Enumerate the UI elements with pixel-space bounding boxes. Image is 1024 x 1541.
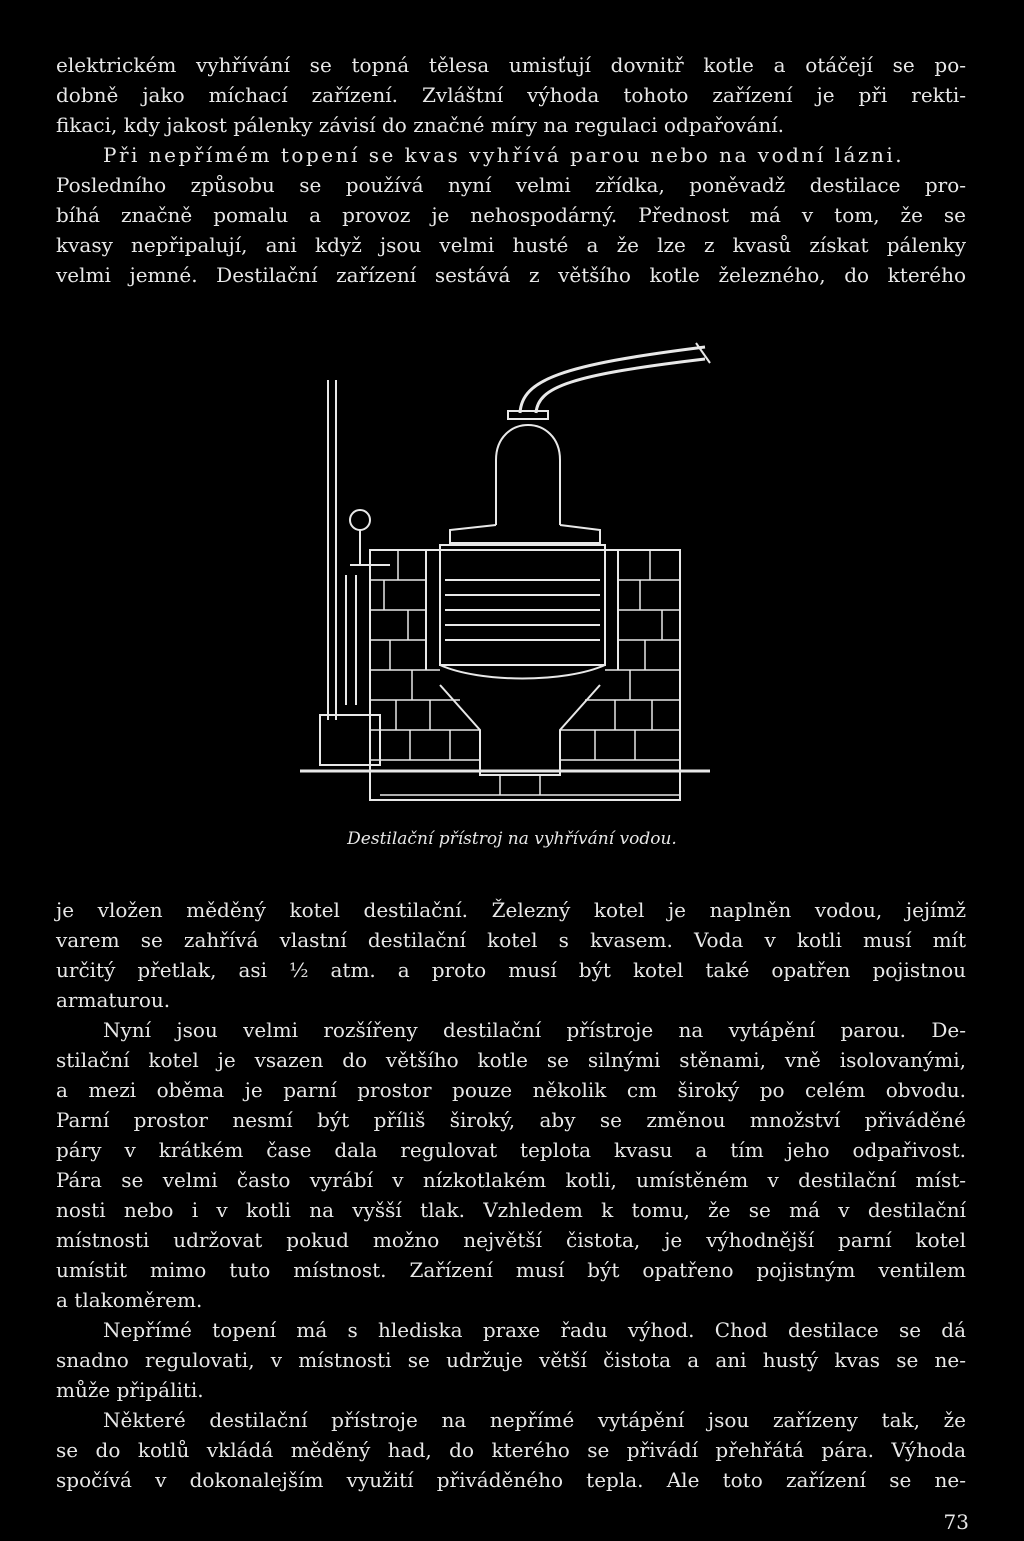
text-line: Posledního způsobu se používá nyní velmi zřídka, poněvadž destilace pro-: [56, 173, 966, 197]
text-line: Nyní jsou velmi rozšířeny destilační přístroje na vytápění parou. De-: [103, 1018, 966, 1042]
text-line: a mezi oběma je parní prostor pouze několik cm široký po celém obvodu.: [56, 1078, 966, 1102]
text-line: se do kotlů vkládá měděný had, do kterého se přivádí přehřátá pára. Výhoda: [56, 1438, 966, 1462]
text-line: stilační kotel je vsazen do většího kotle se silnými stěnami, vně isolovanými,: [56, 1048, 966, 1072]
text-line: Pára se velmi často vyrábí v nízkotlakém kotli, umístěném v destilační míst-: [56, 1168, 966, 1192]
text-line: bíhá značně pomalu a provoz je nehospodárný. Přednost má v tom, že se: [56, 203, 966, 227]
text-line: varem se zahřívá vlastní destilační kotel s kvasem. Voda v kotli musí mít: [56, 928, 966, 952]
text-line: Parní prostor nesmí být příliš široký, aby se změnou množství přiváděné: [56, 1108, 966, 1132]
text-line: dobně jako míchací zařízení. Zvláštní výhoda tohoto zařízení je při rekti-: [56, 83, 966, 107]
text-line: je vložen měděný kotel destilační. Železný kotel je naplněn vodou, jejímž: [56, 898, 966, 922]
text-line: Nepřímé topení má s hlediska praxe řadu výhod. Chod destilace se dá: [103, 1318, 966, 1342]
figure-caption: Destilační přístroj na vyhřívání vodou.: [347, 829, 677, 849]
text-line: velmi jemné. Destilační zařízení sestává z většího kotle železného, do kterého: [56, 263, 966, 287]
text-line: fikaci, kdy jakost pálenky závisí do značné míry na regulaci odpařování.: [56, 113, 784, 137]
text-line: Při nepřímém topení se kvas vyhřívá parou nebo na vodní lázni.: [103, 143, 905, 167]
text-line: kvasy nepřipalují, ani když jsou velmi husté a že lze z kvasů získat pálenky: [56, 233, 966, 257]
text-line: spočívá v dokonalejším využití přiváděného tepla. Ale toto zařízení se ne-: [56, 1468, 966, 1492]
text-line: nosti nebo i v kotli na vyšší tlak. Vzhledem k tomu, že se má v destilační: [56, 1198, 966, 1222]
distillation-apparatus-figure: [300, 325, 720, 815]
text-line: a tlakoměrem.: [56, 1288, 203, 1312]
text-line: umístit mimo tuto místnost. Zařízení musí být opatřeno pojistným ventilem: [56, 1258, 966, 1282]
text-line: snadno regulovati, v místnosti se udržuje větší čistota a ani hustý kvas se ne-: [56, 1348, 966, 1372]
text-line: může připáliti.: [56, 1378, 204, 1402]
text-line: místnosti udržovat pokud možno největší čistota, je výhodnější parní kotel: [56, 1228, 966, 1252]
text-line: páry v krátkém čase dala regulovat teplota kvasu a tím jeho odpařivost.: [56, 1138, 966, 1162]
text-line: Některé destilační přístroje na nepřímé vytápění jsou zařízeny tak, že: [103, 1408, 966, 1432]
text-line: určitý přetlak, asi ½ atm. a proto musí být kotel také opatřen pojistnou: [56, 958, 966, 982]
text-line: elektrickém vyhřívání se topná tělesa umisťují dovnitř kotle a otáčejí se po-: [56, 53, 966, 77]
page-number: 73: [943, 1510, 969, 1534]
text-line: armaturou.: [56, 988, 171, 1012]
